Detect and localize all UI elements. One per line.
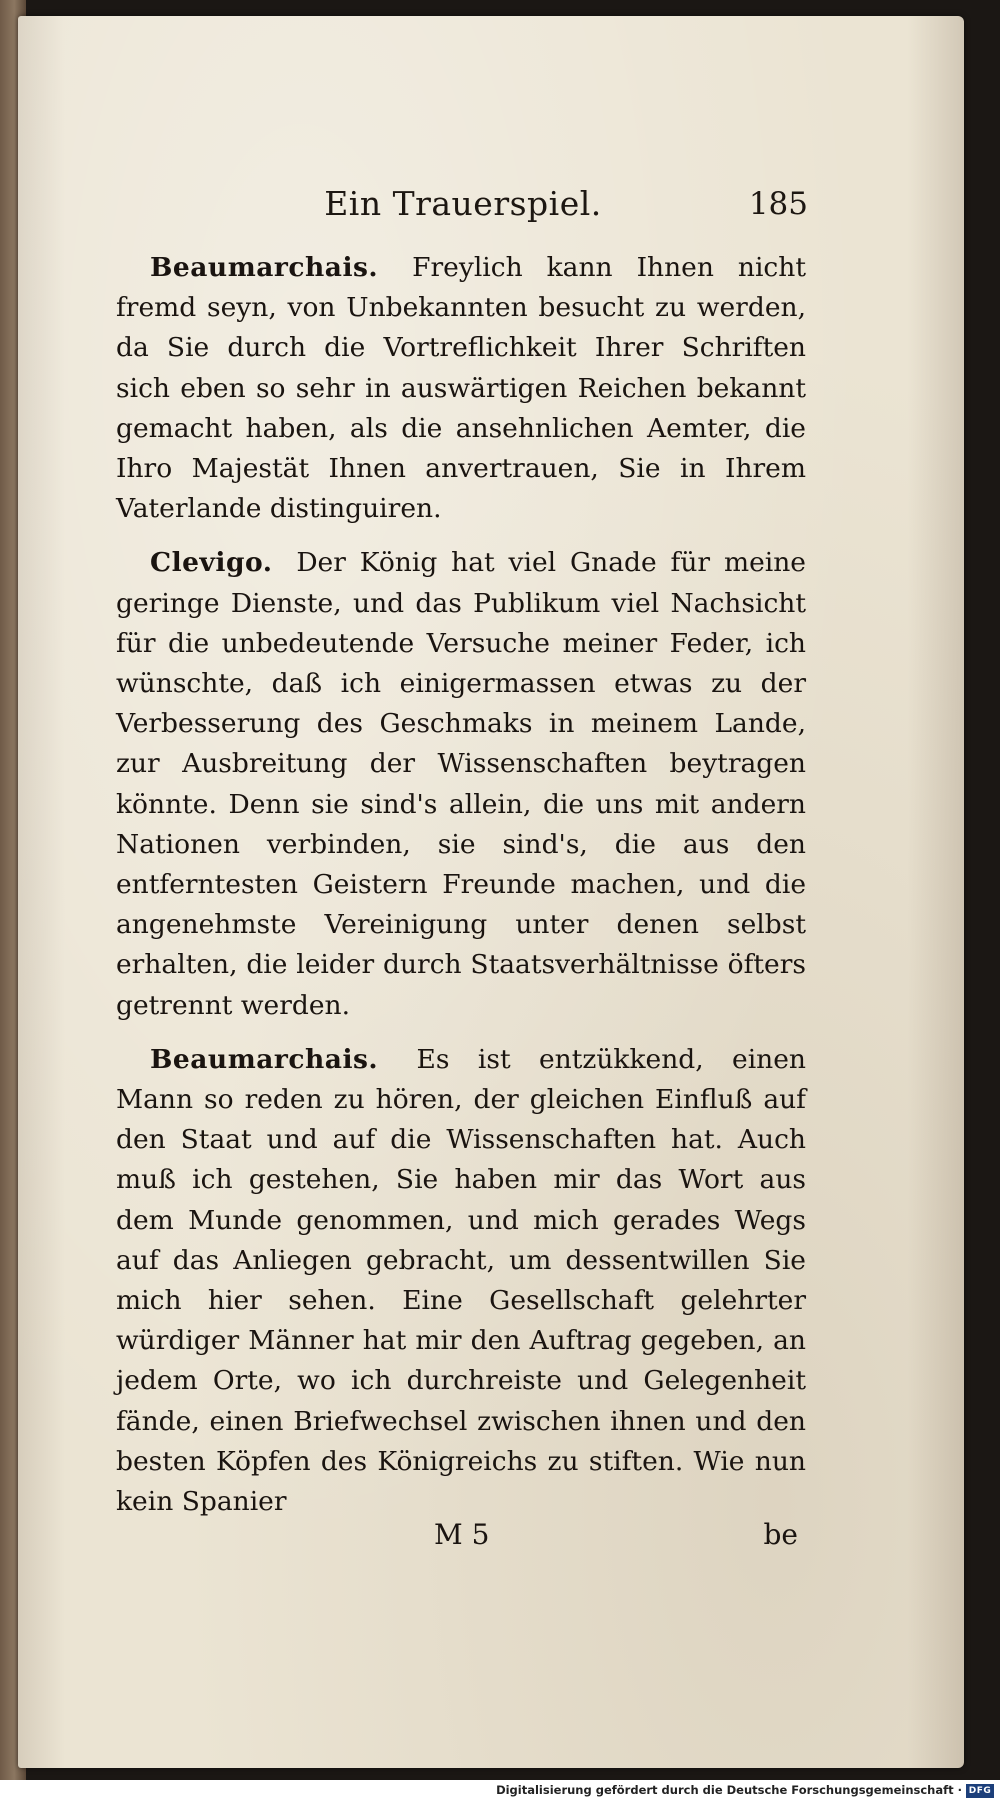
dialogue-paragraph xyxy=(116,248,806,529)
speech-text: Freylich kann Ihnen nicht fremd seyn, von Unbekannten besucht zu werden, da Sie durch die Vortreflichkeit Ihrer Schriften sich eben so sehr in auswärtigen Reichen bekannt gemacht haben, als die ansehnlichen Aemter, die Ihro Majestät Ihnen anvertrauen, Sie in Ihrem Vaterlande distinguiren. xyxy=(116,252,806,525)
signature-mark: M 5 xyxy=(434,1518,490,1551)
dialogue-paragraph xyxy=(116,543,806,1025)
running-head xyxy=(118,184,808,230)
credit-bar xyxy=(0,1780,1000,1802)
page-footer xyxy=(116,1518,806,1558)
catchword: be xyxy=(763,1518,798,1551)
running-head-title: Ein Trauerspiel. xyxy=(324,184,602,223)
speaker-name: Clevigo. xyxy=(150,547,273,579)
dfg-logo: DFG xyxy=(966,1784,994,1798)
speaker-name: Beaumarchais. xyxy=(150,252,379,283)
funding-credit: Digitalisierung gefördert durch die Deutsche Forschungsgemeinschaft · xyxy=(496,1783,962,1797)
speaker-name: Beaumarchais. xyxy=(150,1043,379,1075)
body-text xyxy=(116,248,806,1536)
speech-text: Es ist entzükkend, einen Mann so reden zu hören, der gleichen Einfluß auf den Staat und auf die Wissenschaften hat. Auch muß ich gestehen, Sie haben mir das Wort aus dem Munde genommen, und mich gerades Wegs auf das Anliegen gebracht, um dessentwillen Sie mich hier sehen. Eine Gesellschaft gelehrter würdiger Männer hat mir den Auftrag gegeben, an jedem Orte, wo ich durchreiste und Gelegenheit fände, einen Briefwechsel zwischen ihnen und den besten Köpfen des Königreichs zu stiften. Wie nun kein Spanier xyxy=(116,1043,806,1518)
page-number: 185 xyxy=(748,186,808,222)
dialogue-paragraph xyxy=(116,1040,806,1522)
speech-text: Der König hat viel Gnade für meine geringe Dienste, und das Publikum viel Nachsicht für die unbedeutende Versuche meiner Feder, ich wünschte, daß ich einigermassen etwas zu der Verbesserung des Geschmaks in meinem Lande, zur Ausbreitung der Wissenschaften beytragen könnte. Denn sie sind's allein, die uns mit andern Nationen verbinden, sie sind's, die aus den entferntesten Geistern Freunde machen, und die angenehmste Vereinigung unter denen selbst erhalten, die leider durch Staatsverhältnisse öfters getrennt werden. xyxy=(116,547,806,1021)
book-page xyxy=(18,16,964,1768)
